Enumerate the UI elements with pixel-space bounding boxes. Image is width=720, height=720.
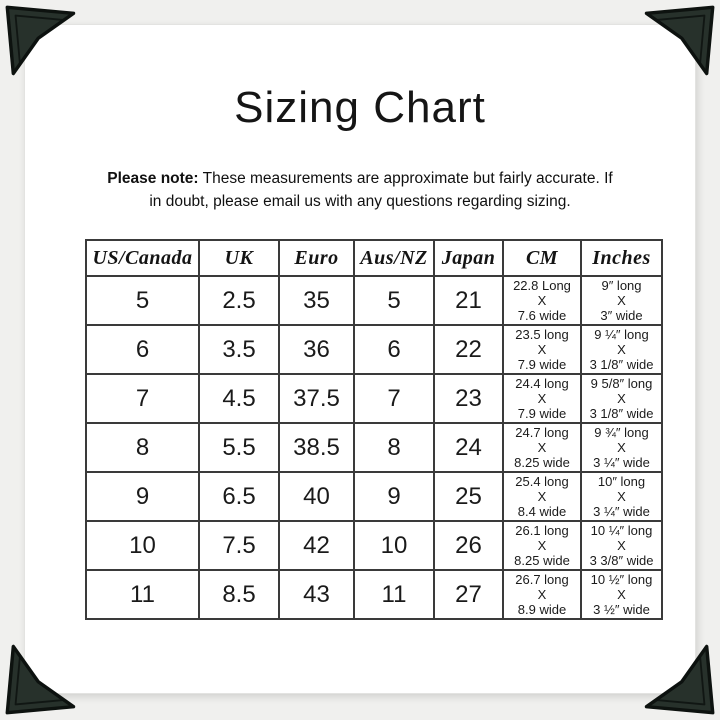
cell-line: 3 3/8″ wide (589, 553, 654, 568)
cell-us-row6: 10 (86, 521, 199, 570)
cell-uk-row6: 7.5 (199, 521, 279, 570)
cell-line: X (537, 293, 547, 308)
cell-line: 3″ wide (600, 308, 643, 323)
cell-euro-row2: 36 (279, 325, 354, 374)
cell-line: X (537, 342, 547, 357)
cell-line: X (537, 538, 547, 553)
table-row (86, 472, 662, 521)
cell-line: 8.25 wide (514, 553, 570, 568)
note-text (101, 167, 619, 214)
cell-line: X (617, 391, 626, 406)
chart-card (24, 24, 696, 694)
table-row (86, 374, 662, 423)
cell-line: 7.9 wide (517, 357, 567, 372)
cell-uk-row3: 4.5 (199, 374, 279, 423)
column-header-euro: Euro (279, 240, 354, 276)
cell-line: X (537, 587, 547, 602)
cell-japan-row7: 27 (434, 570, 503, 619)
cell-inches-row3 (581, 374, 662, 423)
cell-euro-row4: 38.5 (279, 423, 354, 472)
cell-line: 10 ¼″ long (590, 523, 653, 538)
cell-japan-row6: 26 (434, 521, 503, 570)
cell-line: X (537, 489, 547, 504)
cell-us-row5: 9 (86, 472, 199, 521)
cell-japan-row1: 21 (434, 276, 503, 325)
cell-line: 8.9 wide (517, 602, 567, 617)
cell-cm-row4 (503, 423, 581, 472)
cell-euro-row5: 40 (279, 472, 354, 521)
cell-line: 3 1/8″ wide (589, 406, 654, 421)
cell-aus-row4: 8 (354, 423, 434, 472)
cell-line: 7.6 wide (517, 308, 567, 323)
cell-line: X (617, 342, 626, 357)
cell-line: 22.8 Long (513, 278, 571, 293)
cell-line: 8.25 wide (514, 455, 570, 470)
photo-corner-bottom-right-icon (631, 631, 717, 717)
cell-uk-row1: 2.5 (199, 276, 279, 325)
cell-line: 23.5 long (515, 327, 569, 342)
cell-inches-row2 (581, 325, 662, 374)
cell-line: 24.7 long (515, 425, 569, 440)
cell-euro-row1: 35 (279, 276, 354, 325)
note-bold-label: Please note: (107, 169, 199, 187)
cell-line: 9 ¾″ long (594, 425, 649, 440)
column-header-cm: CM (503, 240, 581, 276)
cell-inches-row4 (581, 423, 662, 472)
cell-inches-row1 (581, 276, 662, 325)
cell-line: 25.4 long (515, 474, 569, 489)
cell-aus-row7: 11 (354, 570, 434, 619)
cell-line: 26.7 long (515, 572, 569, 587)
cell-line: X (617, 538, 626, 553)
cell-line: X (617, 587, 626, 602)
table-row (86, 570, 662, 619)
column-header-inches: Inches (581, 240, 662, 276)
cell-line: 10 ½″ long (590, 572, 653, 587)
column-header-us: US/Canada (86, 240, 199, 276)
cell-euro-row7: 43 (279, 570, 354, 619)
cell-euro-row3: 37.5 (279, 374, 354, 423)
cell-aus-row2: 6 (354, 325, 434, 374)
cell-line: 3 ½″ wide (593, 602, 650, 617)
cell-cm-row2 (503, 325, 581, 374)
cell-line: X (617, 293, 626, 308)
table-header-row (86, 240, 662, 276)
cell-cm-row6 (503, 521, 581, 570)
cell-uk-row7: 8.5 (199, 570, 279, 619)
cell-line: 9″ long (601, 278, 642, 293)
column-header-uk: UK (199, 240, 279, 276)
table-row (86, 276, 662, 325)
cell-us-row2: 6 (86, 325, 199, 374)
cell-us-row1: 5 (86, 276, 199, 325)
cell-aus-row3: 7 (354, 374, 434, 423)
cell-us-row7: 11 (86, 570, 199, 619)
cell-inches-row7 (581, 570, 662, 619)
cell-line: X (537, 391, 547, 406)
cell-uk-row2: 3.5 (199, 325, 279, 374)
table-row (86, 423, 662, 472)
cell-uk-row5: 6.5 (199, 472, 279, 521)
cell-cm-row1 (503, 276, 581, 325)
cell-aus-row5: 9 (354, 472, 434, 521)
cell-cm-row5 (503, 472, 581, 521)
cell-line: X (537, 440, 547, 455)
cell-line: 10″ long (597, 474, 646, 489)
cell-uk-row4: 5.5 (199, 423, 279, 472)
cell-line: 3 ¼″ wide (593, 504, 650, 519)
cell-japan-row2: 22 (434, 325, 503, 374)
photo-corner-bottom-left-icon (3, 631, 89, 717)
note-body: These measurements are approximate but fairly accurate. If in doubt, please email us with any questions regarding sizing. (149, 169, 613, 210)
cell-us-row4: 8 (86, 423, 199, 472)
cell-line: 24.4 long (515, 376, 569, 391)
cell-line: 3 ¼″ wide (593, 455, 650, 470)
cell-japan-row3: 23 (434, 374, 503, 423)
cell-line: 9 5/8″ long (590, 376, 653, 391)
page-title: Sizing Chart (234, 83, 486, 132)
cell-cm-row7 (503, 570, 581, 619)
cell-japan-row4: 24 (434, 423, 503, 472)
cell-line: X (617, 489, 626, 504)
cell-euro-row6: 42 (279, 521, 354, 570)
cell-line: 8.4 wide (517, 504, 567, 519)
cell-line: 9 ¼″ long (594, 327, 649, 342)
photo-corner-top-left-icon (3, 3, 89, 89)
column-header-aus: Aus/NZ (354, 240, 434, 276)
sizing-table (85, 239, 663, 620)
column-header-japan: Japan (434, 240, 503, 276)
cell-aus-row1: 5 (354, 276, 434, 325)
cell-line: 3 1/8″ wide (589, 357, 654, 372)
cell-line: 26.1 long (515, 523, 569, 538)
cell-aus-row6: 10 (354, 521, 434, 570)
cell-cm-row3 (503, 374, 581, 423)
cell-line: X (617, 440, 626, 455)
table-row (86, 521, 662, 570)
photo-corner-top-right-icon (631, 3, 717, 89)
cell-japan-row5: 25 (434, 472, 503, 521)
cell-us-row3: 7 (86, 374, 199, 423)
cell-line: 7.9 wide (517, 406, 567, 421)
cell-inches-row5 (581, 472, 662, 521)
cell-inches-row6 (581, 521, 662, 570)
table-row (86, 325, 662, 374)
